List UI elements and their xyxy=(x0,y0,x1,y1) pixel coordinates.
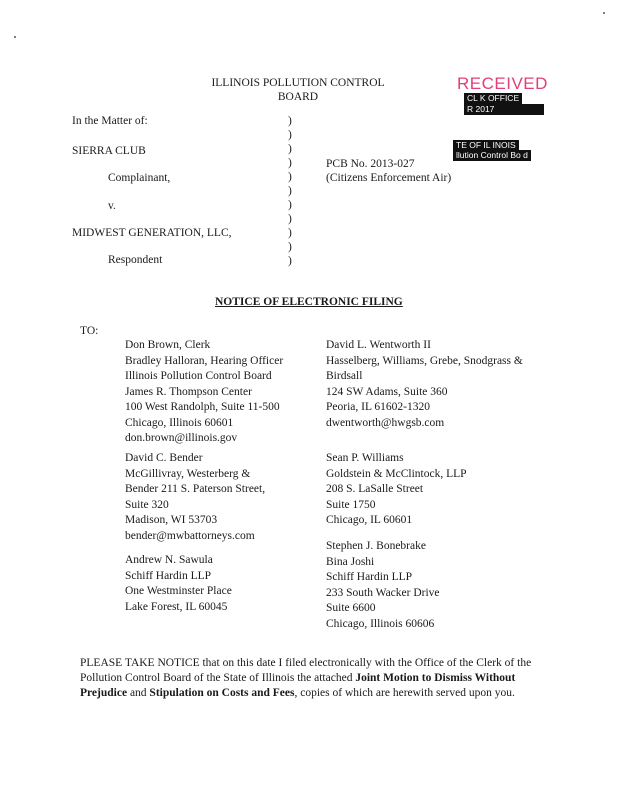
recipient-line: Schiff Hardin LLP xyxy=(326,571,413,583)
recipient-block xyxy=(125,451,265,544)
recipient-line: Schiff Hardin LLP xyxy=(125,569,212,582)
caption-respondent: Respondent xyxy=(108,254,163,266)
caption-paren: ) xyxy=(288,255,292,267)
stamp-office-line: CL K OFFICE xyxy=(464,93,522,104)
recipient-line: 233 South Wacker Drive xyxy=(326,586,440,599)
caption-defendant: MIDWEST GENERATION, LLC, xyxy=(72,227,232,239)
caption-paren: ) xyxy=(288,227,292,239)
to-label: TO: xyxy=(80,325,99,337)
recipient-email: bender@mwbattorneys.com xyxy=(125,529,255,542)
notice-paragraph xyxy=(80,656,540,701)
caption-paren: ) xyxy=(288,115,292,127)
recipient-line: Illinois Pollution Control Board xyxy=(125,370,272,382)
recipient-line: One Westminster Place xyxy=(125,585,232,597)
recipient-line: James R. Thompson Center xyxy=(125,385,252,398)
recipient-line: 124 SW Adams, Suite 360 xyxy=(326,385,448,398)
caption-paren: ) xyxy=(288,213,292,225)
scan-speck xyxy=(603,12,605,14)
stamp-state-line1: TE OF IL INOIS xyxy=(453,140,519,151)
recipient-line: Peoria, IL 61602-1320 xyxy=(326,401,431,413)
recipient-line: Suite 6600 xyxy=(326,602,376,614)
recipient-line: Hasselberg, Williams, Grebe, Snodgrass & xyxy=(326,354,523,367)
recipient-block xyxy=(125,553,232,615)
board-title-line1: ILLINOIS POLLUTION CONTROL xyxy=(211,77,385,89)
recipient-line: 100 West Randolph, Suite 11-500 xyxy=(125,401,280,413)
caption-matter: In the Matter of: xyxy=(72,115,148,127)
stipulation-title: Stipulation on Costs and Fees xyxy=(149,687,295,699)
board-title-line2: BOARD xyxy=(277,91,319,103)
recipient-block xyxy=(326,338,523,431)
caption-paren: ) xyxy=(288,199,292,211)
paragraph-text: , copies of which are herewith served upon you. xyxy=(294,687,515,699)
recipient-line: Suite 1750 xyxy=(326,498,376,511)
caption-plaintiff: SIERRA CLUB xyxy=(72,145,146,157)
scan-speck xyxy=(14,36,16,38)
recipient-line: Suite 320 xyxy=(125,498,169,511)
case-number: PCB No. 2013-027 xyxy=(326,158,415,170)
case-type: (Citizens Enforcement Air) xyxy=(326,172,452,184)
recipient-email: don.brown@illinois.gov xyxy=(125,432,238,444)
recipient-line: David C. Bender xyxy=(125,452,203,464)
recipient-block xyxy=(326,539,440,632)
caption-paren: ) xyxy=(288,143,292,155)
caption-paren: ) xyxy=(288,129,292,141)
stamp-date-line: R 2017 xyxy=(464,104,544,115)
caption-complainant: Complainant, xyxy=(108,172,171,184)
recipient-line: Bender 211 S. Paterson Street, xyxy=(125,483,266,495)
stamp-state-line2: llution Control Bo d xyxy=(453,150,531,161)
recipient-line: Birdsall xyxy=(326,370,363,382)
recipient-line: Bina Joshi xyxy=(326,555,375,568)
recipient-line: Stephen J. Bonebrake xyxy=(326,540,426,552)
caption-paren: ) xyxy=(288,241,292,253)
recipient-line: Bradley Halloran, Hearing Officer xyxy=(125,354,284,367)
recipient-line: Chicago, Illinois 60601 xyxy=(125,416,234,429)
recipient-line: Chicago, Illinois 60606 xyxy=(326,617,435,630)
recipient-line: David L. Wentworth II xyxy=(326,339,431,351)
caption-versus: v. xyxy=(108,200,116,212)
recipient-email: dwentworth@hwgsb.com xyxy=(326,416,445,429)
recipient-line: Chicago, IL 60601 xyxy=(326,514,413,526)
stamp-received-label: RECEIVED xyxy=(457,74,548,93)
recipient-line: Lake Forest, IL 60045 xyxy=(125,600,228,613)
recipient-line: Don Brown, Clerk xyxy=(125,339,211,351)
paragraph-text: PLEASE TAKE NOTICE that on this date I filed electronically with the Office of the Clerk of the Pollution Control Board of the State of Illinois the attached xyxy=(80,657,532,684)
recipient-line: Goldstein & McClintock, LLP xyxy=(326,467,467,480)
recipient-line: Sean P. Williams xyxy=(326,452,404,464)
caption-paren: ) xyxy=(288,157,292,169)
recipient-block xyxy=(326,451,467,529)
recipient-line: 208 S. LaSalle Street xyxy=(326,483,424,495)
recipient-line: Madison, WI 53703 xyxy=(125,514,218,526)
caption-paren: ) xyxy=(288,171,292,183)
recipient-block xyxy=(125,338,283,447)
notice-title: NOTICE OF ELECTRONIC FILING xyxy=(215,296,403,308)
recipient-line: Andrew N. Sawula xyxy=(125,554,213,566)
recipient-line: McGillivray, Westerberg & xyxy=(125,467,251,480)
motion-title: Joint Motion to Dismiss Without Prejudice xyxy=(80,672,516,699)
caption-paren: ) xyxy=(288,185,292,197)
paragraph-text: and xyxy=(127,687,150,699)
